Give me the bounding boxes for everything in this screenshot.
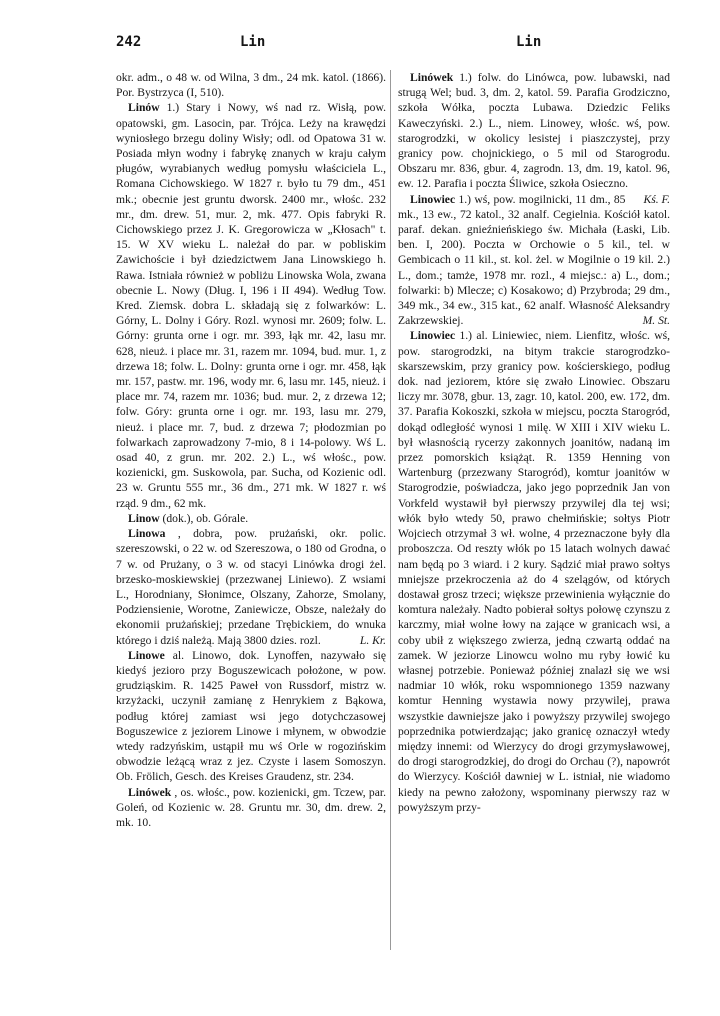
running-title-left: Lin [240, 34, 266, 50]
dictionary-entry [116, 100, 386, 510]
running-title-right: Lin [516, 34, 542, 50]
entry-headword: Linówek [410, 71, 454, 84]
entry-text: 1.) al. Liniewiec, niem. Lienfitz, włośc. wś, pow. starogrodzki, na bitym trakcie starogrodzko-skarszewskim, przy granicy pow. kościerskiego, podług dok. nad jeziorem, które się zwało Linowiec. Obszaru liczy mr. 3078, gbur. 13, zagr. 10, katol. 200, ew. 172, dm. 37. Parafia Kokoszki, szkoła w miejscu, poczta Starogród, dokąd odległość wynosi 1 milę. W XIII i XIV wieku L. był własnością rycerzy zakonnych joanitów, nadaną im przez pomorskich książąt. R. 1359 Henning von Wartenburg (przezwany Starogród), komtur joanitów w Starogrodzie, poświadcza, jako jego poprzednik Jan von Vorkfeld wystawił był pierwszy przywilej dla tej wsi; włók było wtedy 50, prawo chełmińskie; sołtys Piotr Wojciech otrzymał 3 wł. wolne, 4 przeznaczone były dla proboszcza. Od reszty włók po 15 latach wolnych dawać nam będą po 3 wiard. i 2 kury. Sądzić miał prawo sołtys mniejsze przekroczenia aż do 4 szelągów, od których dostawał grosz trzeci; większe przewinienia wyłącznie do komtura należały. Nadto pobierał sołtys połowę czynszu z karczmy, miał wolne łowy na zające w granicach wsi, a coby ubił z większego zwierza, jedną czwartą oddać na zamek. W jeziorze Linowcu wolno mu ryby łowić ku własnej potrzebie. Ponieważ później znalazł się we wsi nadmiar 10 włók, roku wspomnionego 1359 nazwany komtur Henning wystawia nowy przywilej, prawa wszystkie dawniejsze jako i powyższy przywilej swojego poprzednika potwierdzając; jako granicę oznaczył wtedy między innemi: od Wierzycy do drogi grzymysławowej, do drogi starogrodzkiej, do drogi do Orchau (?), napowrót do Wierzycy. Kościół dawniej w L. istniał, nie wiadomo kiedy na pewno założony, wspominany pierwszy raz w powyższym przy- [398, 329, 670, 814]
entry-headword: Linowiec [410, 329, 456, 343]
entry-headword: Linowe [128, 648, 165, 662]
dictionary-entry [116, 648, 386, 785]
entry-headword: Linówek [128, 785, 172, 799]
left-column [116, 70, 386, 830]
entry-signature: M. St. [642, 314, 670, 328]
entry-text: 1.) Stary i Nowy, wś nad rz. Wisłą, pow. opatowski, gm. Lasocin, par. Trójca. Leży na krawędzi wyniosłego brzegu doliny Wisły; odl. od Opatowa 31 w. Posiada młyn wodny i fabrykę znanych w kraju całym pługów, wyrabianych według pomysłu właściciela L., Romana Cichowskiego. W 1827 r. było tu 79 dm., 451 mk.; obecnie jest gruntu dworsk. 2400 mr., włośc. 232 mr., dm. drew. 51, mur. 2, mk. 477. Opis fabryki R. Cichowskiego przez J. K. Gregorowicza w „Kłosach" t. 15. W XV wieku L. należał do par. w pobliskim Zawichoście i był dziedzictwem Jana Linowskiego h. Rawa. Istniała również w pobliżu Linowska Wola, zwana obecnie L. Nowy (Dług. I, 196 i II 494). Według Tow. Kred. Ziemsk. dobra L. składają się z folwarków: L. Górny, L. Dolny i Góry. Rozl. wynosi mr. 2609; folw. L. Górny: grunta orne i ogr. mr. 393, łąk mr. 42, lasu mr. 628, nieuż. i place mr. 31, razem mr. 1094, bud. mur. 1, z drzewa 18; folw. L. Dolny: grunta orne i ogr. mr. 458, łąk mr. 157, pastw. mr. 196, wody mr. 6, lasu mr. 145, nieuż. i place mr. 74, razem mr. 1036; bud. mur. 2, z drzewa 12; folw. Góry: grunta orne i ogr. mr. 193, lasu mr. 279, nieuż. i place mr. 7, bud. z drzewa 7; płodozmian po folwarkach zaprowadzony 7-mio, 8 i 14-polowy. Wś L. osad 40, z grun. mr. 202. 2.) L., wś włośc., pow. kozienicki, gm. Suskowola, par. Sucha, od Kozienic odl. 23 w. Gruntu 555 mr., 36 dm., 271 mk. W 1827 r. wś rząd. 9 dm., 62 mk. [116, 101, 386, 510]
entry-text: al. Linowo, dok. Lynoffen, nazywało się kiedyś jezioro przy Boguszewicach położone, w pow. grudziąskim. R. 1425 Paweł von Russdorf, mistrz w. krzyżacki, uczynił zamianę z Henrykiem z Bąkowa, podług której zamiast wsi jego dotychczasowej Boguszewice z jeziorem Linowe i młynem, w obwodzie wtedy radzyńskim, ustąpił mu wś Orle w rogozińskim obwodzie leżącą wraz z jez. Czyste i lasem Somoszyn. Ob. Frölich, Gesch. des Kreises Graudenz, str. 234. [116, 648, 386, 784]
dictionary-entry [116, 526, 386, 648]
page-number: 242 [116, 34, 142, 50]
entry-text: (dok.), ob. Górale. [162, 511, 249, 525]
entry-text: , dobra, pow. prużański, okr. polic. szereszowski, o 22 w. od Szereszowa, o 180 od Grodna, o 7 w. od Prużany, o 3 w. od stacyi Linówka drogi żel. brzesko-moskiewskiej (przezwanej Liniewo). Z wsiami L., Horodniany, Słonimce, Olszany, Zahorze, Smolany, Podziensienie, Worotne, Zaniewicze, Obsze, należały do ekonomii prużańskiej; przedane Trębickiem, do wnuka którego i dziś należą. Mają 3800 dzies. rozl. [116, 527, 387, 647]
entry-headword: Linowa [128, 527, 166, 541]
entry-headword: Linów [128, 101, 160, 115]
entry-text: , os. włośc., pow. kozienicki, gm. Tczew, par. Goleń, od Kozienic w. 28. Gruntu mr. 30, dm. drew. 2, mk. 10. [116, 785, 386, 829]
dictionary-entry [398, 328, 670, 815]
dictionary-entry [116, 70, 386, 100]
entry-signature: Kś. F. [643, 192, 670, 206]
entry-headword: Linowiec [410, 192, 456, 206]
right-column [398, 70, 670, 815]
entry-text: okr. adm., o 48 w. od Wilna, 3 dm., 24 mk. katol. (1866). Por. Bystrzyca (I, 510). [116, 71, 386, 100]
dictionary-entry [116, 785, 386, 831]
column-divider [390, 70, 391, 950]
entry-signature: L. Kr. [359, 633, 386, 647]
dictionary-entry [116, 511, 386, 526]
dictionary-entry [398, 192, 670, 329]
entry-headword: Linow [128, 511, 160, 525]
entry-text: 1.) wś, pow. mogilnicki, 11 dm., 85 mk., 13 ew., 72 katol., 32 analf. Cegielnia. Kościół katol. paraf. dekan. gnieźnieńskiego św. Michała (Łaski, Lib. ben. I, 200). Poczta w Orchowie o 5 kil., tel. w Gembicach o 11 kil., st. kol. żel. w Mogilnie o 19 kil. 2.) L., dom.; tamże, 1978 mr. rozl., 4 miejsc.: a) L., dom.; folwarki: b) Mlecze; c) Kosakowo; d) Przybroda; 29 dm., 349 mk., 34 ew., 315 kat., 62 analf. Własność Aleksandry Zakrzewskiej. [398, 192, 670, 328]
entry-text: 1.) folw. do Linówca, pow. lubawski, nad strugą Wel; bud. 3, dm. 2, katol. 59. Parafia Grodziczno, szkoła Wółka, poczta Lubawa. Dziedzic Feliks Kaweczyński. 2.) L., niem. Linowey, włośc. wś, pow. starogrodzki, w okolicy lesistej i piaszczystej, przy granicy pow. chojnickiego, o 5 mil od Starogrodu. Obszaru mr. 836, gbur. 4, zagrodn. 13, dm. 19, katol. 96, ew. 12. Parafia i poczta Śliwice, szkoła Osieczno. [398, 71, 670, 191]
